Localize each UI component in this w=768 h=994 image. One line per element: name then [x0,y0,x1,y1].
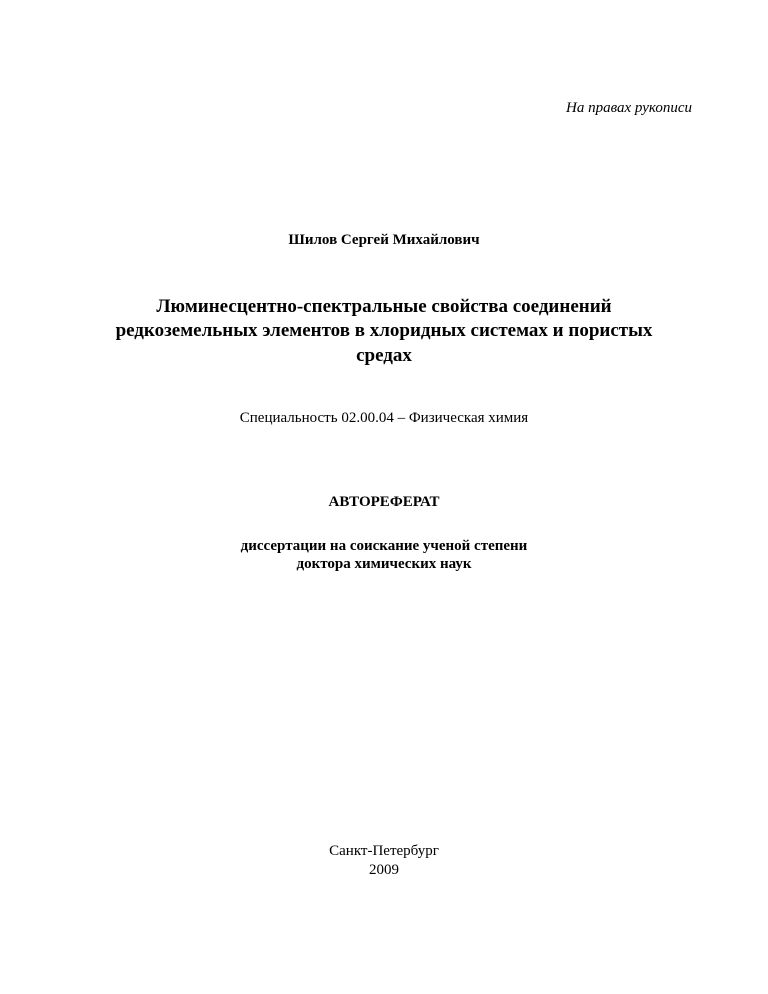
author-name: Шилов Сергей Михайлович [288,232,480,248]
title-line-3: средах [356,345,412,366]
document-type: АВТОРЕФЕРАТ [328,494,440,510]
specialty: Специальность 02.00.04 – Физическая химия [239,410,529,426]
title-line-1: Люминесцентно-спектральные свойства соединений [156,296,612,317]
purpose-line-2: доктора химических наук [296,556,472,572]
title-line-2: редкоземельных элементов в хлоридных системах и пористых [115,320,653,341]
year: 2009 [369,862,399,878]
city: Санкт-Петербург [329,843,439,859]
purpose-line-1: диссертации на соискание ученой степени [240,538,528,554]
rights-notice: На правах рукописи [566,100,692,116]
